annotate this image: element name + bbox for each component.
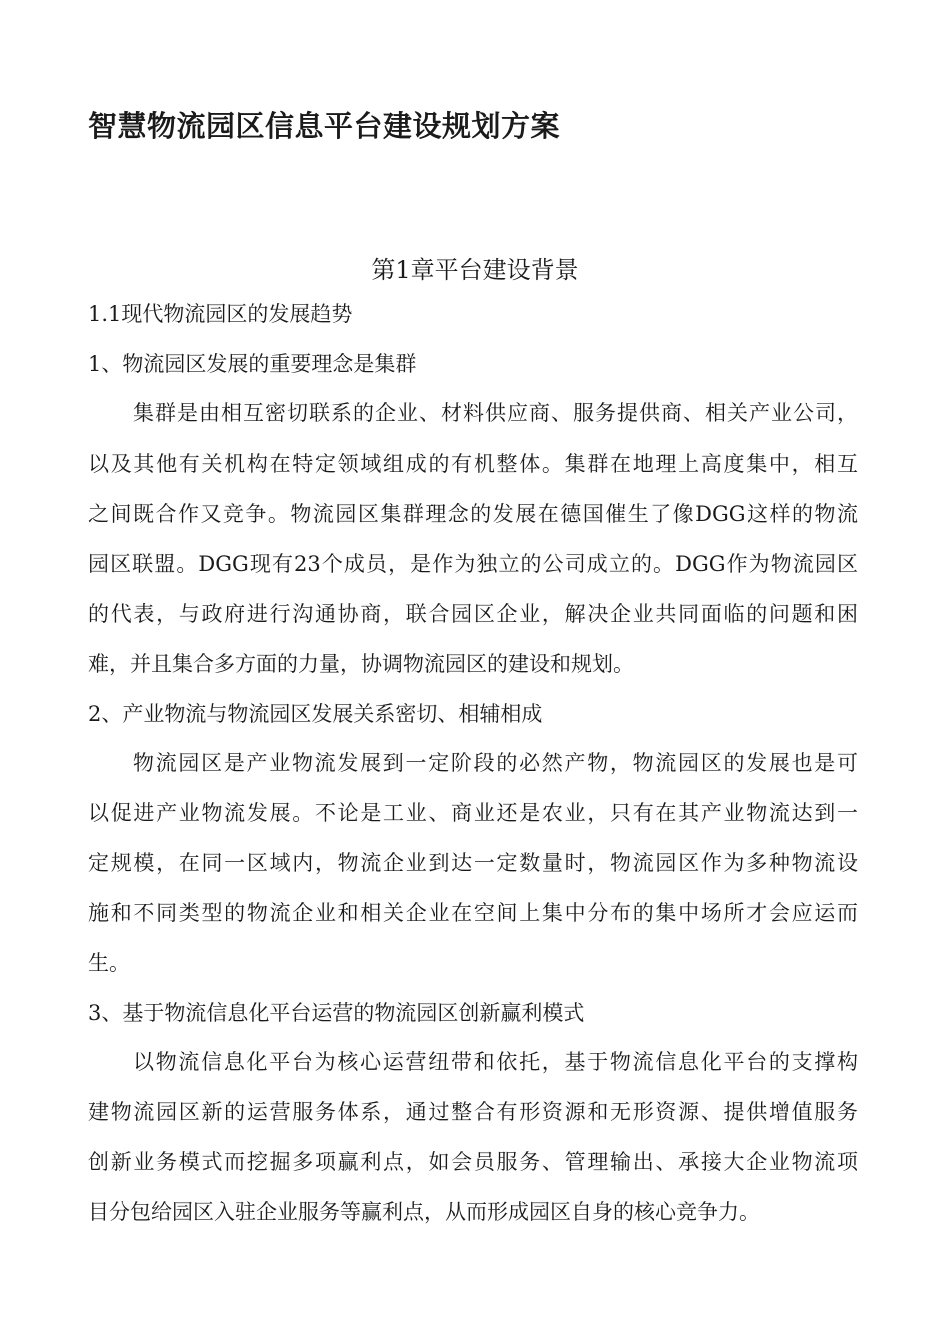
paragraph-line: 生。 — [88, 951, 130, 975]
paragraph-line: 建物流园区新的运营服务体系，通过整合有形资源和无形资源、提供增值服务 — [88, 1100, 858, 1124]
paragraph-line: 物流园区是产业物流发展到一定阶段的必然产物，物流园区的发展也是可 — [133, 751, 858, 775]
paragraph-line: 以促进产业物流发展。不论是工业、商业还是农业，只有在其产业物流达到一 — [88, 801, 858, 825]
item-heading-3: 3、基于物流信息化平台运营的物流园区创新赢利模式 — [88, 1001, 585, 1025]
paragraph-line: 园区联盟。DGG现有23个成员，是作为独立的公司成立的。DGG作为物流园区 — [88, 552, 858, 576]
document-title: 智慧物流园区信息平台建设规划方案 — [88, 109, 561, 143]
item-heading-1: 1、物流园区发展的重要理念是集群 — [88, 352, 417, 376]
paragraph-line: 难，并且集合多方面的力量，协调物流园区的建设和规划。 — [88, 652, 634, 676]
paragraph-line: 施和不同类型的物流企业和相关企业在空间上集中分布的集中场所才会应运而 — [88, 901, 858, 925]
paragraph-line: 定规模，在同一区域内，物流企业到达一定数量时，物流园区作为多种物流设 — [88, 851, 858, 875]
paragraph-line: 集群是由相互密切联系的企业、材料供应商、服务提供商、相关产业公司， — [133, 401, 858, 425]
paragraph-line: 以及其他有关机构在特定领域组成的有机整体。集群在地理上高度集中，相互 — [88, 452, 858, 476]
paragraph-line: 创新业务模式而挖掘多项赢利点，如会员服务、管理输出、承接大企业物流项 — [88, 1150, 858, 1174]
section-heading-1-1: 1.1现代物流园区的发展趋势 — [88, 302, 353, 326]
paragraph-line: 以物流信息化平台为核心运营纽带和依托，基于物流信息化平台的支撑构 — [133, 1050, 858, 1074]
paragraph-line: 目分包给园区入驻企业服务等赢利点，从而形成园区自身的核心竞争力。 — [88, 1200, 760, 1224]
chapter-title: 第1章平台建设背景 — [371, 256, 579, 284]
paragraph-line: 的代表，与政府进行沟通协商，联合园区企业，解决企业共同面临的问题和困 — [88, 602, 858, 626]
item-heading-2: 2、产业物流与物流园区发展关系密切、相辅相成 — [88, 702, 543, 726]
paragraph-line: 之间既合作又竞争。物流园区集群理念的发展在德国催生了像DGG这样的物流 — [88, 502, 858, 526]
